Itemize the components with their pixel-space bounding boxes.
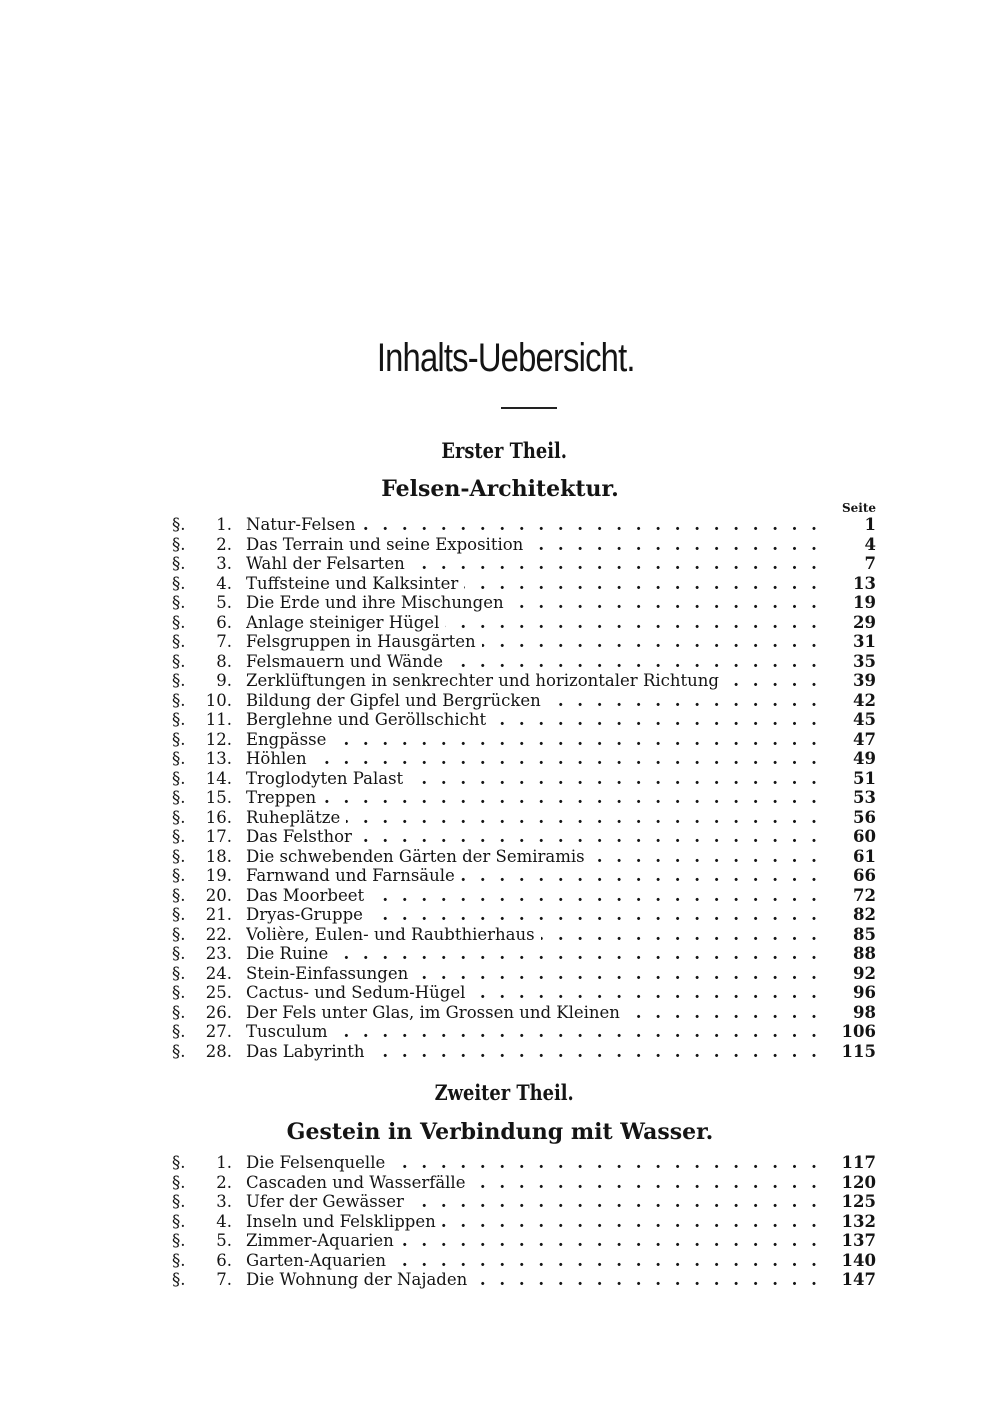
entry-number: 23. — [205, 944, 232, 963]
entry-page: 66 — [853, 866, 876, 885]
title-rule — [501, 407, 557, 409]
entry-title: Ufer der Gewässer — [246, 1192, 410, 1211]
entry-number: 20. — [205, 885, 232, 905]
entry-page: 29 — [853, 612, 876, 632]
section-mark: §. — [172, 885, 186, 905]
entry-number: 11. — [205, 710, 232, 729]
page-column-label: Seite — [842, 501, 877, 515]
entry-leader — [246, 847, 828, 867]
entry-page: 31 — [853, 632, 876, 651]
entry-number: 28. — [205, 1041, 232, 1061]
part-2-toc — [172, 1153, 876, 1290]
entry-leader — [246, 515, 828, 535]
entry-number: 21. — [205, 905, 232, 924]
section-mark: §. — [172, 1231, 186, 1250]
entry-number: 22. — [205, 924, 232, 944]
toc-entry — [172, 847, 876, 867]
toc-entry — [172, 925, 876, 945]
entry-number: 4. — [216, 573, 232, 593]
toc-entry — [172, 1212, 876, 1232]
part-1-toc — [172, 515, 876, 1061]
entry-leader — [246, 769, 828, 789]
section-mark: §. — [172, 710, 186, 729]
toc-entry — [172, 1192, 876, 1212]
section-mark: §. — [172, 1250, 186, 1270]
section-mark: §. — [172, 1270, 186, 1289]
entry-number: 19. — [205, 866, 232, 885]
entry-title: Cascaden und Wasserfälle — [246, 1173, 471, 1192]
entry-leader — [246, 1042, 828, 1062]
toc-entry — [172, 1173, 876, 1193]
entry-number: 3. — [216, 554, 232, 573]
entry-title: Garten-Aquarien — [246, 1251, 392, 1270]
entry-page: 4 — [864, 534, 876, 554]
toc-entry — [172, 964, 876, 984]
entry-number: 6. — [216, 1250, 232, 1270]
toc-entry — [172, 944, 876, 964]
entry-title: Das Moorbeet — [246, 886, 370, 905]
section-mark: §. — [172, 671, 186, 690]
entry-title: Anlage steiniger Hügel — [246, 613, 445, 632]
entry-page: 115 — [841, 1041, 876, 1061]
toc-entry — [172, 691, 876, 711]
entry-title: Höhlen — [246, 749, 313, 768]
entry-number: 12. — [205, 729, 232, 749]
entry-title: Die Felsenquelle — [246, 1153, 391, 1172]
entry-leader — [246, 749, 828, 769]
entry-number: 1. — [216, 1153, 232, 1172]
entry-number: 14. — [205, 768, 232, 788]
toc-entry — [172, 710, 876, 730]
section-mark: §. — [172, 1002, 186, 1022]
entry-page: 96 — [853, 983, 876, 1002]
entry-page: 60 — [853, 827, 876, 846]
entry-title: Zimmer-Aquarien — [246, 1231, 400, 1250]
section-mark: §. — [172, 924, 186, 944]
entry-number: 17. — [205, 827, 232, 846]
entry-page: 82 — [853, 905, 876, 924]
section-mark: §. — [172, 690, 186, 710]
entry-title: Cactus- und Sedum-Hügel — [246, 983, 471, 1002]
section-mark: §. — [172, 827, 186, 846]
entry-leader — [246, 574, 828, 594]
entry-leader — [246, 788, 828, 808]
entry-number: 5. — [216, 593, 232, 612]
entry-leader — [246, 886, 828, 906]
entry-leader — [246, 808, 828, 828]
toc-entry — [172, 1270, 876, 1290]
section-mark: §. — [172, 554, 186, 573]
entry-leader — [246, 632, 828, 652]
toc-entry — [172, 515, 876, 535]
toc-entry — [172, 905, 876, 925]
entry-page: 19 — [853, 593, 876, 612]
entry-page: 137 — [841, 1231, 876, 1250]
entry-title: Der Fels unter Glas, im Grossen und Kleinen — [246, 1003, 626, 1022]
entry-leader — [246, 925, 828, 945]
entry-title: Die Ruine — [246, 944, 334, 963]
entry-number: 2. — [216, 534, 232, 554]
entry-leader — [246, 1231, 828, 1251]
entry-number: 13. — [205, 749, 232, 768]
entry-number: 5. — [216, 1231, 232, 1250]
entry-title: Felsmauern und Wände — [246, 652, 449, 671]
toc-entry — [172, 652, 876, 672]
section-mark: §. — [172, 983, 186, 1002]
entry-page: 120 — [841, 1172, 876, 1192]
section-mark: §. — [172, 963, 186, 983]
toc-entry — [172, 1231, 876, 1251]
part-2-subtitle: Gestein in Verbindung mit Wasser. — [286, 1119, 714, 1145]
entry-number: 10. — [205, 690, 232, 710]
toc-entry — [172, 866, 876, 886]
entry-leader — [246, 652, 828, 672]
toc-entry — [172, 632, 876, 652]
toc-entry — [172, 1022, 876, 1042]
entry-page: 106 — [841, 1022, 876, 1041]
entry-leader — [246, 1192, 828, 1212]
entry-leader — [246, 905, 828, 925]
section-mark: §. — [172, 905, 186, 924]
section-mark: §. — [172, 632, 186, 651]
entry-title: Ruheplätze — [246, 808, 346, 827]
entry-number: 15. — [205, 788, 232, 807]
section-mark: §. — [172, 944, 186, 963]
section-mark: §. — [172, 1041, 186, 1061]
entry-leader — [246, 691, 828, 711]
entry-leader — [246, 983, 828, 1003]
entry-title: Das Labyrinth — [246, 1042, 371, 1061]
toc-entry — [172, 671, 876, 691]
toc-entry — [172, 827, 876, 847]
toc-entry — [172, 535, 876, 555]
entry-number: 18. — [205, 846, 232, 866]
entry-leader — [246, 535, 828, 555]
entry-number: 9. — [216, 671, 232, 690]
entry-page: 85 — [853, 924, 876, 944]
entry-leader — [246, 730, 828, 750]
entry-number: 3. — [216, 1192, 232, 1211]
section-mark: §. — [172, 534, 186, 554]
section-mark: §. — [172, 768, 186, 788]
entry-title: Berglehne und Geröllschicht — [246, 710, 492, 729]
entry-title: Volière, Eulen- und Raubthierhaus — [246, 925, 541, 944]
section-mark: §. — [172, 593, 186, 612]
entry-number: 16. — [205, 807, 232, 827]
toc-entry — [172, 1153, 876, 1173]
entry-leader — [246, 1251, 828, 1271]
entry-title: Wahl der Felsarten — [246, 554, 411, 573]
section-mark: §. — [172, 651, 186, 671]
entry-number: 27. — [205, 1022, 232, 1041]
entry-leader — [246, 944, 828, 964]
entry-title: Das Felsthor — [246, 827, 358, 846]
entry-leader — [246, 866, 828, 886]
entry-leader — [246, 613, 828, 633]
section-mark: §. — [172, 573, 186, 593]
entry-number: 6. — [216, 612, 232, 632]
section-mark: §. — [172, 1172, 186, 1192]
entry-leader — [246, 1003, 828, 1023]
entry-page: 88 — [853, 944, 876, 963]
entry-number: 24. — [205, 963, 232, 983]
part-1-heading: Erster Theil. — [441, 438, 568, 463]
entry-title: Zerklüftungen in senkrechter und horizontaler Richtung — [246, 671, 725, 690]
toc-entry — [172, 749, 876, 769]
entry-page: 72 — [853, 885, 876, 905]
toc-entry — [172, 574, 876, 594]
entry-page: 7 — [864, 554, 876, 573]
entry-page: 1 — [864, 515, 876, 534]
section-mark: §. — [172, 788, 186, 807]
entry-title: Bildung der Gipfel und Bergrücken — [246, 691, 547, 710]
entry-title: Die Erde und ihre Mischungen — [246, 593, 510, 612]
entry-leader — [246, 964, 828, 984]
page-title: Inhalts-Uebersicht. — [376, 336, 635, 380]
section-mark: §. — [172, 1022, 186, 1041]
entry-title: Tuffsteine und Kalksinter — [246, 574, 464, 593]
entry-leader — [246, 827, 828, 847]
toc-entry — [172, 788, 876, 808]
entry-title: Die schwebenden Gärten der Semiramis — [246, 847, 591, 866]
entry-number: 26. — [205, 1002, 232, 1022]
toc-entry — [172, 613, 876, 633]
entry-page: 13 — [853, 573, 876, 593]
entry-title: Troglodyten Palast — [246, 769, 409, 788]
part-2-heading: Zweiter Theil. — [434, 1080, 574, 1105]
entry-page: 47 — [853, 729, 876, 749]
entry-page: 92 — [853, 963, 876, 983]
entry-title: Dryas-Gruppe — [246, 905, 369, 924]
section-mark: §. — [172, 846, 186, 866]
toc-entry — [172, 593, 876, 613]
section-mark: §. — [172, 1153, 186, 1172]
part-1-subtitle: Felsen-Architektur. — [381, 476, 619, 502]
entry-title: Die Wohnung der Najaden — [246, 1270, 473, 1289]
entry-number: 7. — [216, 1270, 232, 1289]
entry-leader — [246, 1212, 828, 1232]
entry-leader — [246, 1153, 828, 1173]
entry-page: 35 — [853, 651, 876, 671]
section-mark: §. — [172, 1211, 186, 1231]
entry-page: 125 — [841, 1192, 876, 1211]
entry-page: 42 — [853, 690, 876, 710]
entry-page: 147 — [841, 1270, 876, 1289]
entry-title: Inseln und Felsklippen — [246, 1212, 442, 1231]
entry-leader — [246, 671, 828, 691]
entry-number: 7. — [216, 632, 232, 651]
entry-page: 39 — [853, 671, 876, 690]
entry-page: 49 — [853, 749, 876, 768]
toc-entry — [172, 983, 876, 1003]
section-mark: §. — [172, 612, 186, 632]
entry-title: Tusculum — [246, 1022, 334, 1041]
toc-entry — [172, 769, 876, 789]
entry-number: 4. — [216, 1211, 232, 1231]
entry-page: 53 — [853, 788, 876, 807]
entry-page: 56 — [853, 807, 876, 827]
entry-title: Engpässe — [246, 730, 332, 749]
section-mark: §. — [172, 729, 186, 749]
toc-entry — [172, 554, 876, 574]
entry-leader — [246, 710, 828, 730]
section-mark: §. — [172, 515, 186, 534]
entry-page: 51 — [853, 768, 876, 788]
entry-number: 2. — [216, 1172, 232, 1192]
entry-page: 98 — [853, 1002, 876, 1022]
entry-page: 140 — [841, 1250, 876, 1270]
entry-leader — [246, 593, 828, 613]
toc-entry — [172, 886, 876, 906]
entry-title: Stein-Einfassungen — [246, 964, 414, 983]
entry-leader — [246, 1270, 828, 1290]
entry-number: 1. — [216, 515, 232, 534]
entry-page: 132 — [841, 1211, 876, 1231]
entry-title: Natur-Felsen — [246, 515, 361, 534]
entry-leader — [246, 1022, 828, 1042]
entry-page: 117 — [841, 1153, 876, 1172]
toc-entry — [172, 1003, 876, 1023]
section-mark: §. — [172, 807, 186, 827]
entry-title: Farnwand und Farnsäule — [246, 866, 461, 885]
toc-entry — [172, 1251, 876, 1271]
toc-entry — [172, 730, 876, 750]
section-mark: §. — [172, 866, 186, 885]
entry-leader — [246, 554, 828, 574]
entry-page: 45 — [853, 710, 876, 729]
entry-title: Das Terrain und seine Exposition — [246, 535, 529, 554]
section-mark: §. — [172, 749, 186, 768]
entry-page: 61 — [853, 846, 876, 866]
entry-title: Felsgruppen in Hausgärten — [246, 632, 482, 651]
entry-title: Treppen — [246, 788, 322, 807]
entry-number: 25. — [205, 983, 232, 1002]
section-mark: §. — [172, 1192, 186, 1211]
toc-entry — [172, 1042, 876, 1062]
entry-leader — [246, 1173, 828, 1193]
toc-entry — [172, 808, 876, 828]
entry-number: 8. — [216, 651, 232, 671]
